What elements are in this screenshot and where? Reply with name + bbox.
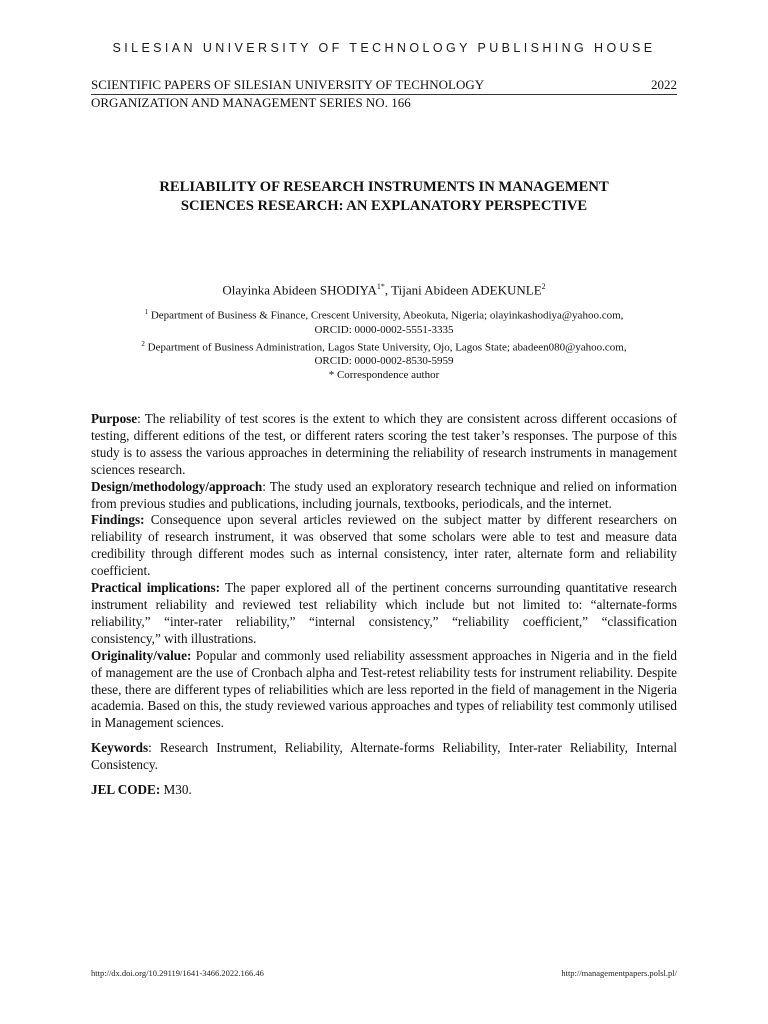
- abstract-practical: [91, 580, 677, 648]
- author-separator: ,: [384, 282, 392, 298]
- paper-title: [91, 178, 677, 216]
- abstract-design: [91, 479, 677, 513]
- affiliation-2-text: Department of Business Administration, Lagos State University, Ojo, Lagos State; abadeen080@yahoo.com,: [144, 341, 627, 354]
- series-title: SCIENTIFIC PAPERS OF SILESIAN UNIVERSITY OF TECHNOLOGY: [91, 77, 485, 92]
- findings-text: Consequence upon several articles reviewed on the subject matter by different researchers on reliability of research instrument, it was observed that some scholars were able to test and measure data credibility through different modes such as internal consistency, inter rater, alternate form and reliability coefficient.: [91, 512, 677, 579]
- page-footer: [91, 968, 677, 978]
- practical-text: The paper explored all of the pertinent concerns surrounding quantitative research instrument reliability and reviewed test reliability which include but not limited to: “alternate-forms reliability,” “inter-rater reliability,” “internal consistency,” “reliability coefficient,” “classification consistency,” with illustrations.: [91, 580, 677, 646]
- author-list: [91, 282, 677, 298]
- design-text: : The study used an exploratory research technique and relied on information from previous studies and publications, including journals, textbooks, periodicals, and the internet.: [91, 478, 677, 511]
- abstract-originality: [91, 648, 677, 733]
- findings-label: Findings:: [91, 512, 145, 528]
- correspondence-note: * Correspondence author: [328, 369, 440, 382]
- keywords-label: Keywords: [91, 740, 149, 756]
- affiliation-2: [91, 337, 677, 355]
- author-2-name: Tijani Abideen ADEKUNLE: [391, 282, 542, 298]
- series-subtitle: ORGANIZATION AND MANAGEMENT SERIES NO. 166: [91, 95, 411, 110]
- abstract: [91, 411, 677, 799]
- paper-title-line2: SCIENCES RESEARCH: AN EXPLANATORY PERSPECTIVE: [180, 198, 588, 214]
- abstract-findings: [91, 512, 677, 580]
- series-title-row: [91, 77, 677, 95]
- author-1-affiliation-mark: 1*: [376, 282, 385, 291]
- originality-label: Originality/value:: [91, 647, 192, 663]
- affiliation-2-mark: 2: [141, 339, 145, 348]
- affiliation-1-mark: 1: [144, 308, 149, 316]
- keywords-text: : Research Instrument, Reliability, Alternate-forms Reliability, Inter-rater Reliability, Internal Consistency.: [91, 740, 677, 773]
- affiliation-1: [91, 305, 677, 323]
- practical-label: Practical implications:: [91, 580, 221, 596]
- doi-link[interactable]: http://dx.doi.org/10.29119/1641-3466.2022.166.46: [91, 968, 264, 978]
- journal-url-link[interactable]: http://managementpapers.polsl.pl/: [561, 968, 677, 978]
- author-1-name: Olayinka Abideen SHODIYA: [222, 282, 377, 298]
- jel-text: M30.: [160, 782, 192, 798]
- jel-label: JEL CODE:: [91, 782, 161, 798]
- originality-text: Popular and commonly used reliability assessment approaches in Nigeria and in the field of management are the use of Cronbach alpha and Test-retest reliability tests for instrument reliability. Despite these, there are different types of reliabilities which are less reported in the field of management in the Nigeria academia. Based on this, the study reviewed various approaches and types of reliability test commonly utilised in Management sciences.: [91, 647, 677, 731]
- publisher-header: SILESIAN UNIVERSITY OF TECHNOLOGY PUBLISHING HOUSE: [112, 41, 656, 55]
- paper-title-line1: RELIABILITY OF RESEARCH INSTRUMENTS IN MANAGEMENT: [159, 179, 609, 195]
- purpose-label: Purpose: [91, 411, 138, 426]
- purpose-text: : The reliability of test scores is the extent to which they are consistent across different occasions of testing, different editions of the test, or different raters scoring the test taker’s responses. The purpose of this study is to assess the various approaches in determining the reliability of research instruments in management sciences research.: [91, 411, 677, 477]
- author-2-affiliation-mark: 2: [541, 282, 546, 291]
- jel-code: [91, 782, 677, 799]
- affiliation-1-text: Department of Business & Finance, Crescent University, Abeokuta, Nigeria; olayinkashodiya@yahoo.com,: [148, 309, 624, 322]
- abstract-purpose: [91, 411, 677, 479]
- affiliation-2-orcid: ORCID: 0000-0002-8530-5959: [314, 355, 454, 368]
- keywords: [91, 740, 677, 774]
- series-header: [91, 77, 677, 111]
- design-label: Design/methodology/approach: [91, 478, 263, 494]
- affiliations: [91, 305, 677, 382]
- publication-year: 2022: [651, 77, 677, 92]
- affiliation-1-orcid: ORCID: 0000-0002-5551-3335: [314, 323, 454, 336]
